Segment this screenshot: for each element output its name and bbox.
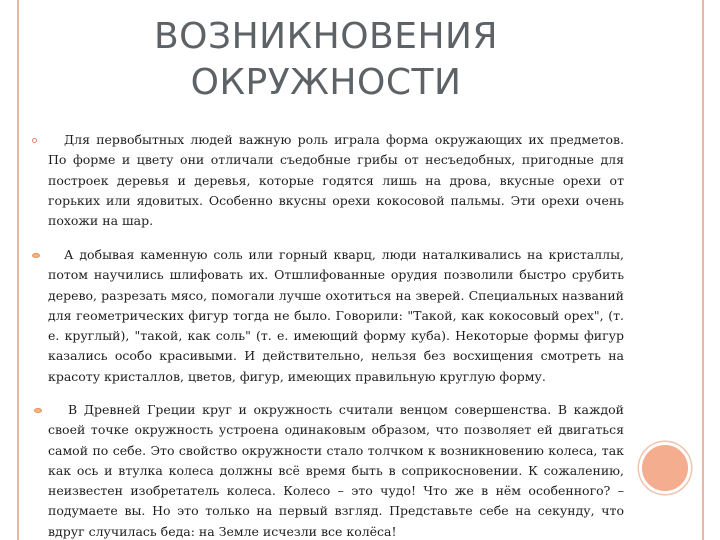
bullet-icon bbox=[32, 138, 37, 143]
bullet-icon bbox=[32, 253, 40, 258]
paragraph-1 bbox=[48, 130, 624, 231]
paragraph-line: подумаете вы. Но это только на первый взгляд. Представьте себе на секунду, что bbox=[48, 503, 624, 519]
paragraph-line: неизвестен изобретатель колеса. Колесо – это чудо! Что же в нём особенного? – bbox=[48, 483, 624, 499]
paragraph-2 bbox=[48, 245, 624, 387]
paragraph-line: красоту кристаллов, цветов, фигур, имеющих правильную круглую форму. bbox=[48, 368, 546, 384]
right-frame-line bbox=[702, 0, 704, 540]
paragraph-line: как ось и втулка колеса должны всё время быть в соприкосновении. К сожалению, bbox=[48, 462, 624, 478]
left-frame-line bbox=[17, 0, 19, 540]
paragraph-line: казались особо красивыми. И действительно, нельзя без восхищения смотреть на bbox=[48, 348, 624, 364]
paragraph-line: В Древней Греции круг и окружность считали венцом совершенства. В каждой bbox=[68, 402, 624, 417]
paragraph-line: похожи на шар. bbox=[48, 213, 154, 229]
paragraph-line: построек деревья и деревья, которые годятся лишь на дрова, вкусные орехи от bbox=[48, 172, 624, 188]
paragraph-3 bbox=[48, 400, 624, 540]
paragraph-line: По форме и цвету они отличали съедобные грибы от несъедобных, пригодные для bbox=[48, 152, 624, 168]
title-line-2: ОКРУЖНОСТИ bbox=[190, 62, 462, 103]
paragraph-line: горьких или ядовитых. Особенно вкусны орехи кокосовой пальмы. Эти орехи очень bbox=[48, 192, 624, 208]
paragraph-line: своей точке окружность устроена одинаковым образом, что позволяет ей двигаться bbox=[48, 422, 624, 438]
paragraph-line: Для первобытных людей важную роль играла форма окружающих их предметов. bbox=[64, 132, 624, 147]
paragraph-line: для геометрических фигур тогда не было. Говорили: "Такой, как кокосовый орех", (т. bbox=[48, 307, 624, 323]
paragraph-line: самой по себе. Это свойство окружности стало толчком к возникновению колеса, так bbox=[48, 442, 624, 458]
paragraph-line: потом научились шлифовать их. Отшлифованные орудия позволили быстро срубить bbox=[48, 267, 624, 283]
paragraph-line: вдруг случилась беда: на Земле исчезли все колёса! bbox=[48, 523, 397, 539]
bullet-icon bbox=[34, 408, 42, 413]
decorative-circle-icon bbox=[639, 442, 691, 494]
paragraph-line: дерево, разрезать мясо, помогали лучше охотиться на зверей. Специальных названий bbox=[48, 287, 624, 303]
slide-title bbox=[96, 14, 556, 106]
paragraph-line: е. круглый), "такой, как соль" (т. е. имеющий форму куба). Некоторые формы фигур bbox=[48, 328, 624, 344]
title-line-1: ВОЗНИКНОВЕНИЯ bbox=[153, 16, 499, 57]
paragraph-line: А добывая каменную соль или горный кварц, люди наталкивались на кристаллы, bbox=[64, 247, 624, 262]
